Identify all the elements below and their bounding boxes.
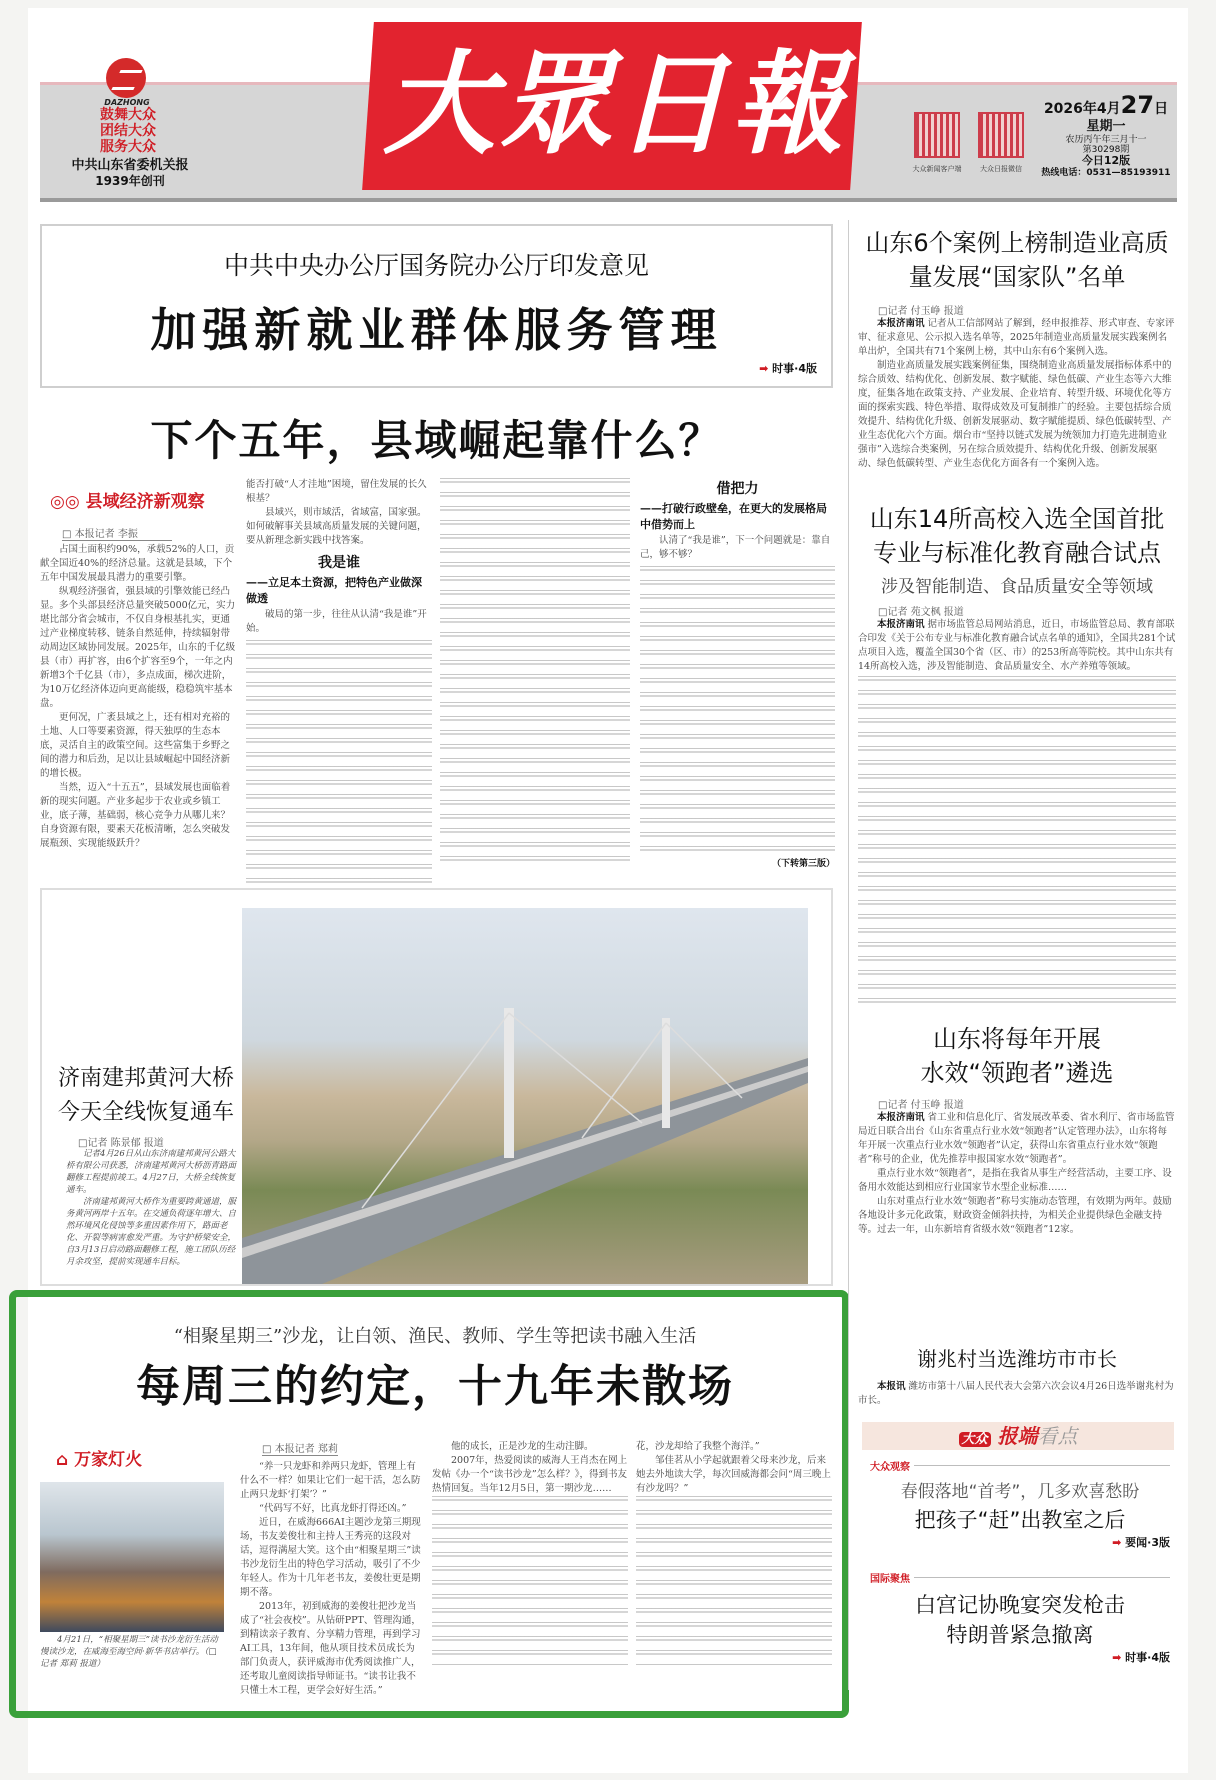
dateline: 本报济南讯 xyxy=(877,619,925,630)
byline: □记者 付玉峥 报道 xyxy=(878,306,964,317)
paragraph: 记者4月26日从山东济南建邦黄河公路大桥有限公司获悉，济南建邦黄河大桥沥青路面翻修工程提前竣工。4月27日，大桥全线恢复通车。 xyxy=(66,1149,237,1195)
paragraph: 占国土面积约90%，承载52%的人口，贡献全国近40%的经济总量。这就是县域，下个五年中国发展最具潜力的重要引擎。 xyxy=(40,544,235,583)
paragraph: “代码写不好，比真龙虾打得还凶。” xyxy=(259,1503,407,1514)
feature-col-2 xyxy=(432,1440,628,1666)
body-text-block xyxy=(432,1496,628,1666)
promo-ref[interactable] xyxy=(870,1534,1170,1550)
headline: 谢兆村当选潍坊市市长 xyxy=(917,1347,1117,1371)
headline-line: 济南建邦黄河大桥 xyxy=(57,1066,234,1091)
arrow-right-icon: ➡ xyxy=(759,362,773,375)
county-col-4 xyxy=(640,478,835,869)
paragraph: 县域兴，则市域活，省域富，国家强。如何破解事关县域高质量发展的关键问题，要从新理念新实践中找答案。 xyxy=(246,507,427,546)
paragraph: 制造业高质量发展实践案例征集，围绕制造业高质量发展指标体系中的综合质效、结构优化、创新发展、数字赋能、绿色低碳、产业生态等六大维度，征集各地在政策支持、产业发展、企业培育、转型升级、环境优化等方面的探索实践、特色举措、取得成效及可复制推广的经验。主要包括综合质效提升、结构优化升级、创新发展驱动、数字赋能提质、绿色低碳转型、产业生态优化六个方面。烟台市“坚持以链式发展为统领加力打造先进制造业强市”入选综合类案例，另在综合质效提升、结构优化升级、创新发展驱动、绿色低碳转型、产业生态优化方面各有一个案例入选。 xyxy=(858,360,1172,469)
headline-line: 今天全线恢复通车 xyxy=(57,1100,234,1125)
byline-text: 本报记者 郑莉 xyxy=(274,1444,338,1455)
headline xyxy=(858,1022,1176,1090)
lunar-date: 农历丙午年三月十一 xyxy=(1065,134,1147,145)
county-col-1 xyxy=(40,543,238,851)
promo-headline: 白宫记协晚宴突发枪击 xyxy=(915,1593,1125,1617)
feature-col-1 xyxy=(240,1460,424,1698)
paragraph: 近日，在威海666AI主题沙龙第三期现场，书友姜俊壮和主持人王秀亮的这段对话，逗得满屋大笑。这个由“相聚星期三”读书沙龙衍生出的特色学习活动，吸引了不少年轻人。作为十几年老书友，姜俊壮更是期期不落。 xyxy=(240,1517,421,1598)
paragraph: 据市场监管总局网站消息，近日，市场监管总局、教育部联合印发《关于公布专业与标准化教育融合试点名单的通知》，全国共281个试点项目入选，覆盖全国30个省（区、市）的253所高等院校。其中山东共有14所高校入选，涉及智能制造、食品质量安全、水产养殖等领域。 xyxy=(858,619,1176,672)
paragraph: “养一只龙虾和养两只龙虾，管理上有什么不一样？如果让它们一起干活，怎么防止两只龙虾‘打架’？” xyxy=(240,1461,421,1500)
story-water-efficiency[interactable] xyxy=(858,1022,1176,1237)
ref-text: 时事·4版 xyxy=(772,362,817,375)
column-tag xyxy=(50,487,205,512)
story-manufacturing[interactable] xyxy=(858,226,1176,471)
paragraph: 邹佳茗从小学起就跟着父母来沙龙，后来她去外地读大学，每次回威海都会问“周三晚上有沙龙吗？” xyxy=(636,1455,831,1494)
headline: 山东14所高校入选全国首批专业与标准化教育融合试点 xyxy=(869,505,1165,567)
qr-code-icon[interactable] xyxy=(914,112,960,158)
county-col-2 xyxy=(246,478,432,900)
lead-ref[interactable] xyxy=(42,360,817,376)
headline: 山东6个案例上榜制造业高质量发展“国家队”名单 xyxy=(865,229,1169,291)
date-prefix: 2026年4月 xyxy=(1043,101,1121,117)
slogan: 团结大众 xyxy=(100,123,156,139)
bridge-headline xyxy=(48,1062,244,1130)
logo-text: DAZHONG xyxy=(104,98,150,107)
column-name: 县域经济新观察 xyxy=(85,492,205,512)
subhead: 我是谁 xyxy=(318,555,360,571)
subhead-sub: ——立足本土资源，把特色产业做深做透 xyxy=(246,576,422,605)
divider xyxy=(914,1465,1170,1466)
county-headline[interactable]: 下个五年，县域崛起靠什么？ xyxy=(150,416,723,465)
byline: □记者 陈景郁 报道 xyxy=(78,1138,164,1149)
page-count: 今日12版 xyxy=(1081,154,1131,168)
promo-item[interactable] xyxy=(870,1458,1170,1550)
weekday: 星期一 xyxy=(1086,118,1126,134)
lead-kicker: 中共中央办公厅国务院办公厅印发意见 xyxy=(223,251,649,280)
arrow-right-icon: ➡ xyxy=(1112,1651,1126,1664)
dazhong-badge-icon: 大众 xyxy=(959,1432,991,1447)
byline-text: 本报记者 李振 xyxy=(74,529,138,540)
paragraph: 潍坊市第十八届人民代表大会第六次会议4月26日选举谢兆村为市长。 xyxy=(858,1381,1174,1406)
arrow-right-icon: ➡ xyxy=(1112,1536,1126,1549)
lead-headline: 加强新就业群体服务管理 xyxy=(150,303,723,357)
byline: □记者 付玉峥 报道 xyxy=(878,1100,964,1111)
byline: □ 本报记者 郑莉 xyxy=(262,1440,338,1456)
promo-kicker: 春假落地“首考”，几多欢喜愁盼 xyxy=(900,1482,1140,1502)
paragraph: 济南建邦黄河大桥作为重要跨黄通道，服务黄河两岸十五年。在交通负荷逐年增大、自然环境风化侵蚀等多重因素作用下，路面老化、开裂等病害愈发严重。为守护桥梁安全，自3月13日启动路面翻修工程，施工团队历经月余攻坚，提前实现通车目标。 xyxy=(66,1197,237,1267)
promo-item[interactable] xyxy=(870,1570,1170,1665)
paragraph: 2007年，热爱阅读的威海人王肖杰在网上发帖《办一个“读书沙龙”怎么样？》，得到书友热情回复。当年12月5日，第一期沙龙…… xyxy=(432,1455,628,1494)
slogan: 服务大众 xyxy=(100,139,156,155)
house-icon: ⌂ xyxy=(56,1450,75,1470)
masthead-rule xyxy=(40,198,1177,202)
qr-code-icon[interactable] xyxy=(978,112,1024,158)
headline-line: 山东将每年开展 xyxy=(933,1025,1101,1053)
continued-note: （下转第三版） xyxy=(771,859,835,869)
issue-number: 第30298期 xyxy=(1082,144,1130,155)
body-text-block xyxy=(440,478,630,863)
bridge-illustration xyxy=(242,908,808,1284)
slogan: 鼓舞大众 xyxy=(100,107,156,123)
newspaper-title: 大眾日報 xyxy=(383,39,847,170)
bridge-body xyxy=(66,1148,242,1268)
promo-headline: 特朗普紧急撤离 xyxy=(946,1623,1094,1647)
body-text-block xyxy=(636,1496,832,1666)
subhead: 借把力 xyxy=(716,481,759,497)
lead-story-box[interactable] xyxy=(40,224,833,388)
founded-label: 1939年创刊 xyxy=(95,174,165,188)
feature-headline[interactable]: 每周三的约定，十九年未散场 xyxy=(136,1361,734,1412)
qr-label: 大众日报微信 xyxy=(980,165,1022,173)
story-mayor[interactable] xyxy=(858,1342,1176,1408)
feature-kicker: “相聚星期三”沙龙，让白领、渔民、教师、学生等把读书融入生活 xyxy=(173,1326,697,1347)
salon-photo xyxy=(40,1482,224,1632)
dazhong-logo-icon xyxy=(106,58,146,98)
date-block xyxy=(1036,92,1176,178)
divider xyxy=(914,1577,1170,1578)
binoculars-icon: ◎◎ xyxy=(50,492,86,512)
column-name: 万家灯火 xyxy=(74,1450,143,1470)
organ-label: 中共山东省委机关报 xyxy=(71,158,189,173)
paragraph: 认清了“我是谁”，下一个问题就是：靠自己，够不够？ xyxy=(640,535,831,560)
body-text-block xyxy=(246,640,432,900)
promo-brand: 报端 xyxy=(997,1424,1038,1448)
bridge-photo xyxy=(242,908,808,1284)
date-day: 27 xyxy=(1120,91,1155,119)
paragraph: 他的成长，正是沙龙的生动注脚。 xyxy=(451,1441,594,1452)
paragraph: 省工业和信息化厅、省发展改革委、省水利厅、省市场监管局近日联合出台《山东省重点行业水效“领跑者”认定管理办法》，山东将每年开展一次重点行业水效“领跑者”认定，获得山东省重点行业水效“领跑者”称号的企业，优先推荐申报国家水效“领跑者”。 xyxy=(858,1112,1175,1165)
feature-col-3 xyxy=(636,1440,832,1666)
dateline: 本报讯 xyxy=(877,1381,906,1392)
county-col-3 xyxy=(440,478,630,868)
paragraph: 记者从工信部网站了解到，经申报推荐、形式审查、专家评审、征求意见、公示拟入选名单等，2025年制造业高质量发展实践案例名单出炉，全国共有71个案例上榜，其中山东有6个案例入选。 xyxy=(858,318,1175,357)
subhead: 涉及智能制造、食品质量安全等领域 xyxy=(881,577,1153,597)
promo-tag: 大众观察 xyxy=(870,1462,910,1473)
byline: □ 本报记者 李振 xyxy=(62,525,172,541)
column-tag xyxy=(56,1445,142,1470)
ref-text: 要闻·3版 xyxy=(1125,1536,1170,1549)
promo-brand-suffix: 看点 xyxy=(1037,1424,1078,1448)
paragraph: 当然，迈入“十五五”，县域发展也面临着新的现实问题。产业多起步于农业或乡镇工业，底子薄，基础弱，核心竞争力从哪儿来？自身资源有限，要素天花板清晰，怎么突破发展瓶颈、实现能级跃升？ xyxy=(40,782,231,849)
photo-caption: 4月21日，“相聚星期三”读书沙龙衍生活动慢读沙龙，在威海至海空间·新华书店举行。（□记者 郑莉 报道） xyxy=(40,1635,218,1669)
column-divider xyxy=(848,220,849,1690)
promo-tag: 国际聚焦 xyxy=(870,1574,910,1585)
body-text-block xyxy=(858,676,1176,1006)
hotline: 热线电话：0531—85193911 xyxy=(1041,167,1171,178)
promo-banner xyxy=(862,1422,1174,1450)
ref-text: 时事·4版 xyxy=(1125,1651,1170,1664)
body-text-block xyxy=(640,566,835,856)
date-suffix: 日 xyxy=(1154,101,1169,117)
promo-ref[interactable] xyxy=(870,1649,1170,1665)
date xyxy=(1036,92,1176,120)
subhead-sub: ——打破行政壁垒，在更大的发展格局中借势而上 xyxy=(640,502,827,531)
promo-headline: 把孩子“赶”出教室之后 xyxy=(914,1508,1126,1532)
byline: □记者 苑文枫 报道 xyxy=(878,607,964,618)
dateline: 本报济南讯 xyxy=(877,1112,925,1123)
headline-line: 水效“领跑者”遴选 xyxy=(920,1059,1114,1087)
paragraph: 更何况，广袤县域之上，还有相对充裕的土地、人口等要素资源，得天独厚的生态本底，灵活自主的政策空间。这些富集于乡野之间的潜力和后劲，足以让县域崛起中国经济新的增长极。 xyxy=(40,712,231,779)
paragraph: 纵观经济强省，强县域的引擎效能已经凸显。多个头部县经济总量突破5000亿元，实力堪比部分省会城市，不仅自身根基扎实，更通过产业梯度转移、链条自然延伸，持续辐射带动周边区域协同发展。2025年，山东的千亿级县（市）再扩容，由6个扩容至9个，一年之内新增3个千亿县（市），多点成面，梯次进阶，为10万亿经济体迈向更高能级，稳稳筑牢基本盘。 xyxy=(40,586,236,709)
paragraph: 破局的第一步，往往从认清“我是谁”开始。 xyxy=(246,609,427,634)
qr-label: 大众新闻客户端 xyxy=(912,165,962,173)
paragraph: 重点行业水效“领跑者”，是指在我省从事生产经营活动，主要工序、设备用水效能达到相应行业国家节水型企业标准…… xyxy=(858,1168,1172,1193)
paragraph: 能否打破“人才洼地”困境，留住发展的长久根基？ xyxy=(246,479,427,504)
paragraph: 山东对重点行业水效“领跑者”称号实施动态管理，有效期为两年。鼓励各地设计多元化政策，财政资金倾斜扶持，为相关企业提供绿色金融支持等。过去一年，山东新培育省级水效“领跑者”12家。 xyxy=(858,1196,1172,1235)
dateline: 本报济南讯 xyxy=(877,318,925,329)
paragraph: 2013年，初到威海的姜俊壮把沙龙当成了“社会夜校”。从钻研PPT、管理沟通，到精读亲子教育、分享精力管理，再到学习AI工具，13年间，他从项目技术员成长为部门负责人，获评威海市优秀阅读推广人，还考取儿童阅读指导师证书。“读书让我不只懂土木工程，更学会好好生活。” xyxy=(240,1601,421,1696)
story-universities[interactable] xyxy=(858,502,1176,1006)
paragraph: 花，沙龙却给了我整个海洋。” xyxy=(636,1441,760,1452)
